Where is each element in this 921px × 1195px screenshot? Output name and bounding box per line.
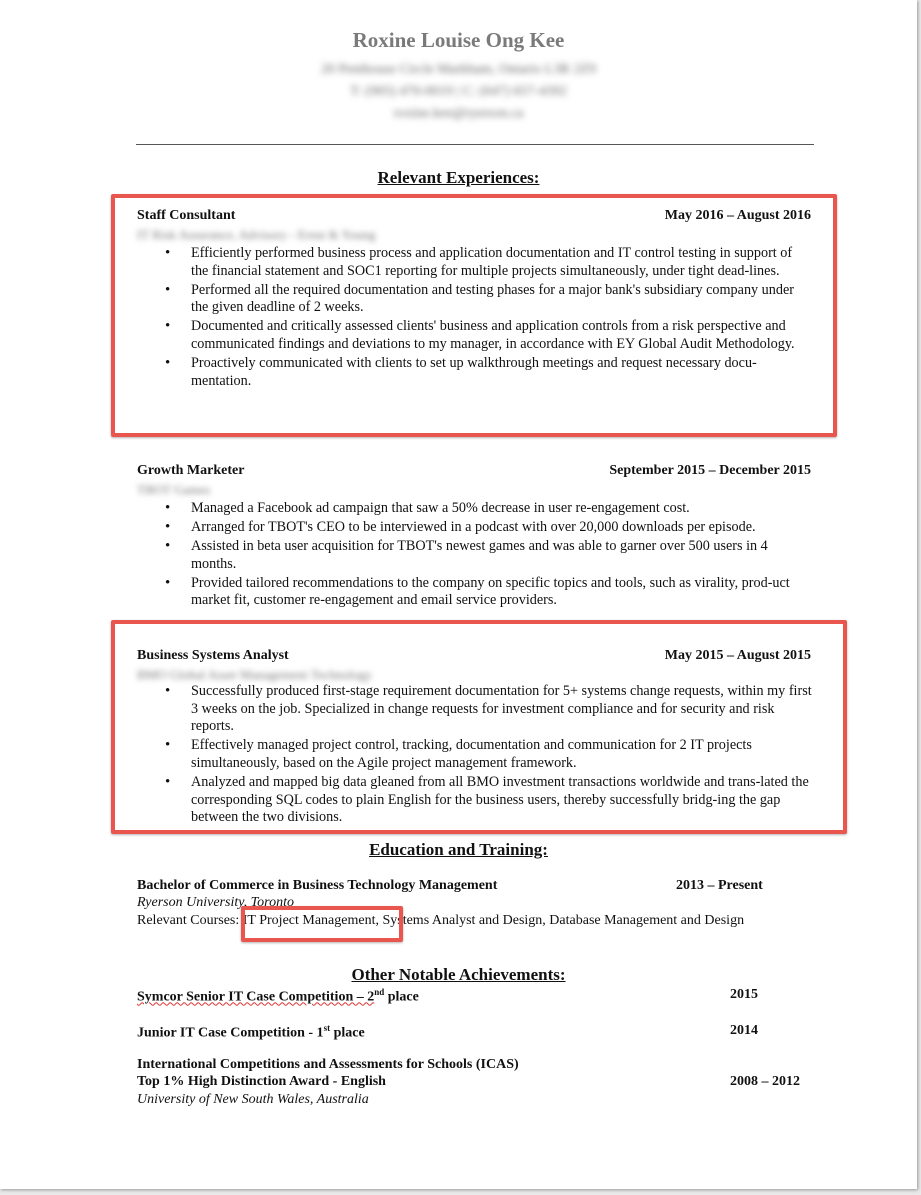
achievement-subtitle: Top 1% High Distinction Award - English — [137, 1074, 386, 1089]
achievement-title-part: place — [384, 989, 419, 1005]
achievement-institution: University of New South Wales, Australia — [137, 1092, 369, 1107]
header-divider — [136, 144, 814, 145]
job-dates: May 2016 – August 2016 — [664, 208, 811, 223]
job-bullet-list — [137, 500, 812, 612]
education-section-title: Education and Training: — [369, 840, 548, 859]
achievement-year: 2008 – 2012 — [730, 1074, 800, 1089]
degree-dates: 2013 – Present — [676, 878, 763, 893]
job-dates: September 2015 – December 2015 — [609, 463, 811, 478]
courses-rest: Systems Analyst and Design, Database Management and Design — [382, 913, 745, 928]
experience-section-title: Relevant Experiences: — [377, 168, 540, 187]
candidate-name: Roxine Louise Ong Kee — [352, 28, 565, 52]
achievement-year: 2015 — [730, 987, 758, 1002]
list-item: • Successfully produced first-stage requirement documentation for 5+ systems change requests, within my first 3 weeks on the job. Specialized in change requests for investment compliance and for security and risk reports. — [137, 683, 812, 736]
achievements-section-title: Other Notable Achievements: — [351, 965, 566, 984]
school-name: Ryerson University, Toronto — [137, 895, 294, 910]
job-dates: May 2015 – August 2015 — [664, 648, 811, 663]
achievement-title-part: Junior IT Case Competition - 1 — [137, 1025, 324, 1041]
email-blurred: roxine.kee@ryerson.ca — [393, 106, 524, 121]
ordinal-suffix: st — [323, 1023, 331, 1033]
company-blurred: BMO Global Asset Management Technology — [137, 667, 372, 682]
highlight-box-staff-consultant — [111, 194, 837, 437]
list-item: • Provided tailored recommendations to the company on specific topics and tools, such as virality, prod-uct market fit, customer re-engagement and email service providers. — [137, 575, 812, 610]
list-item: • Proactively communicated with clients to set up walkthrough meetings and request necessary docu-mentation. — [137, 355, 812, 390]
ordinal-suffix: nd — [374, 987, 385, 997]
achievement-title — [137, 1023, 365, 1042]
list-item: • Documented and critically assessed clients' business and application controls from a risk perspective and communicated findings and deviations to my manager, in accordance with EY Global Audit Methodology. — [137, 318, 812, 353]
relevant-courses — [137, 913, 744, 929]
highlight-box-it-project-management — [241, 906, 403, 942]
achievement-title: International Competitions and Assessments for Schools (ICAS) — [137, 1057, 519, 1072]
company-blurred: TBOT Games — [137, 482, 211, 497]
company-blurred: IT Risk Assurance, Advisory - Ernst & Young — [137, 227, 376, 242]
job-title: Staff Consultant — [137, 208, 236, 223]
list-item: • Effectively managed project control, tracking, documentation and communication for 2 IT projects simultaneously, based on the Agile project management framework. — [137, 737, 812, 772]
degree-title: Bachelor of Commerce in Business Technology Management — [137, 878, 498, 893]
achievement-title-part: Symcor Senior IT Case Competition – 2 — [137, 989, 375, 1005]
achievement-title — [137, 987, 419, 1006]
job-title: Business Systems Analyst — [137, 648, 289, 663]
list-item: • Analyzed and mapped big data gleaned from all BMO investment transactions worldwide and trans-lated the corresponding SQL codes to plain English for the business users, thereby successfully bridg-ing the gap between the two divisions. — [137, 774, 812, 827]
list-item: • Arranged for TBOT's CEO to be interviewed in a podcast with over 20,000 downloads per episode. — [137, 519, 812, 537]
achievement-year: 2014 — [730, 1023, 758, 1038]
list-item: • Managed a Facebook ad campaign that saw a 50% decrease in user re-engagement cost. — [137, 500, 812, 518]
course-highlight: IT Project Management, — [242, 913, 379, 928]
list-item: • Efficiently performed business process and application documentation and IT control testing in support of the financial statement and SOC1 reporting for multiple projects simultaneously, under tight dead-lines. — [137, 245, 812, 280]
courses-label: Relevant Courses: — [137, 913, 240, 928]
job-title: Growth Marketer — [137, 463, 245, 478]
achievement-title-part: place — [330, 1025, 365, 1041]
highlight-box-business-systems-analyst — [111, 620, 847, 834]
address-blurred: 20 Penthouse Circle Markham, Ontario L3R 2Z9 — [321, 62, 596, 77]
phone-blurred: T: (905) 470-0019 | C: (647) 657-4392 — [350, 84, 567, 99]
list-item: • Assisted in beta user acquisition for TBOT's newest games and was able to garner over 500 users in 4 months. — [137, 538, 812, 573]
list-item: • Performed all the required documentation and testing phases for a major bank's subsidiary company under the given deadline of 2 weeks. — [137, 282, 812, 317]
